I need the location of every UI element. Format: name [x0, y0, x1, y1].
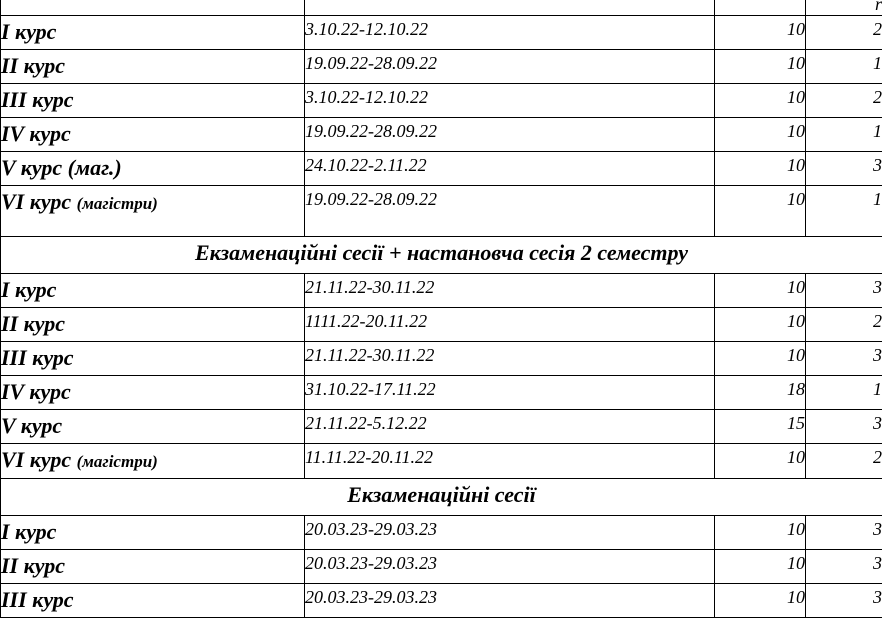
session-dates: 11.11.22-20.11.22: [305, 444, 715, 479]
table-row: [1, 444, 882, 479]
course-name: V курс (маг.): [1, 155, 122, 180]
table-row: [1, 584, 882, 618]
session-group: 1: [806, 50, 882, 84]
session-group: 2: [806, 16, 882, 50]
course-name: III курс: [1, 587, 74, 612]
course-name: II курс: [1, 53, 65, 78]
table-row: [1, 308, 882, 342]
table-row: [1, 516, 882, 550]
session-group: 1: [806, 376, 882, 410]
session-days: 10: [715, 16, 806, 50]
table-row: [1, 376, 882, 410]
table-row: [1, 186, 882, 237]
table-row: [1, 550, 882, 584]
session-group: 3: [806, 152, 882, 186]
session-dates: 21.11.22-30.11.22: [305, 274, 715, 308]
session-group: 2: [806, 84, 882, 118]
session-group: 1: [806, 186, 882, 237]
session-days: 10: [715, 84, 806, 118]
session-group: 3: [806, 410, 882, 444]
section-header-row: [1, 479, 882, 516]
session-group: 1: [806, 118, 882, 152]
section-title: Екзаменаційні сесії: [1, 479, 882, 516]
session-dates: 24.10.22-2.11.22: [305, 152, 715, 186]
session-days: 10: [715, 342, 806, 376]
session-group: 3: [806, 342, 882, 376]
session-days: 15: [715, 410, 806, 444]
session-dates: 19.09.22-28.09.22: [305, 50, 715, 84]
session-days: 10: [715, 118, 806, 152]
session-dates: 19.09.22-28.09.22: [305, 118, 715, 152]
session-days: 10: [715, 152, 806, 186]
session-dates: 21.11.22-30.11.22: [305, 342, 715, 376]
section-title: Екзаменаційні сесії + настановча сесія 2 семестру: [1, 237, 882, 274]
session-days: 10: [715, 308, 806, 342]
table-row: [1, 274, 882, 308]
session-group: 3: [806, 274, 882, 308]
session-dates: 3.10.22-12.10.22: [305, 16, 715, 50]
session-group: 2: [806, 444, 882, 479]
header-mark: r: [806, 0, 882, 16]
course-name: III курс: [1, 345, 74, 370]
course-name: I курс: [1, 519, 56, 544]
course-note: (магістри): [77, 194, 158, 213]
session-days: 10: [715, 516, 806, 550]
session-days: 10: [715, 274, 806, 308]
course-name: III курс: [1, 87, 74, 112]
course-name: VI курс: [1, 447, 71, 472]
table-row: [1, 16, 882, 50]
course-name: VI курс: [1, 189, 71, 214]
session-dates: 31.10.22-17.11.22: [305, 376, 715, 410]
session-days: 10: [715, 444, 806, 479]
session-dates: 1111.22-20.11.22: [305, 308, 715, 342]
course-name: II курс: [1, 311, 65, 336]
session-days: 18: [715, 376, 806, 410]
course-name: II курс: [1, 553, 65, 578]
header-row-partial: [1, 0, 882, 16]
table-row: [1, 84, 882, 118]
table-row: [1, 152, 882, 186]
session-dates: 19.09.22-28.09.22: [305, 186, 715, 237]
course-name: IV курс: [1, 121, 71, 146]
course-name: I курс: [1, 277, 56, 302]
course-name: V курс: [1, 413, 62, 438]
table-row: [1, 342, 882, 376]
session-dates: 21.11.22-5.12.22: [305, 410, 715, 444]
table-row: [1, 50, 882, 84]
session-group: 2: [806, 308, 882, 342]
session-group: 3: [806, 584, 882, 618]
table-row: [1, 410, 882, 444]
session-days: 10: [715, 186, 806, 237]
session-group: 3: [806, 550, 882, 584]
course-name: IV курс: [1, 379, 71, 404]
session-dates: 20.03.23-29.03.23: [305, 516, 715, 550]
session-group: 3: [806, 516, 882, 550]
session-days: 10: [715, 550, 806, 584]
session-dates: 20.03.23-29.03.23: [305, 584, 715, 618]
session-dates: 20.03.23-29.03.23: [305, 550, 715, 584]
session-days: 10: [715, 584, 806, 618]
table-row: [1, 118, 882, 152]
section-header-row: [1, 237, 882, 274]
session-days: 10: [715, 50, 806, 84]
course-note: (магістри): [77, 452, 158, 471]
course-name: I курс: [1, 19, 56, 44]
session-dates: 3.10.22-12.10.22: [305, 84, 715, 118]
